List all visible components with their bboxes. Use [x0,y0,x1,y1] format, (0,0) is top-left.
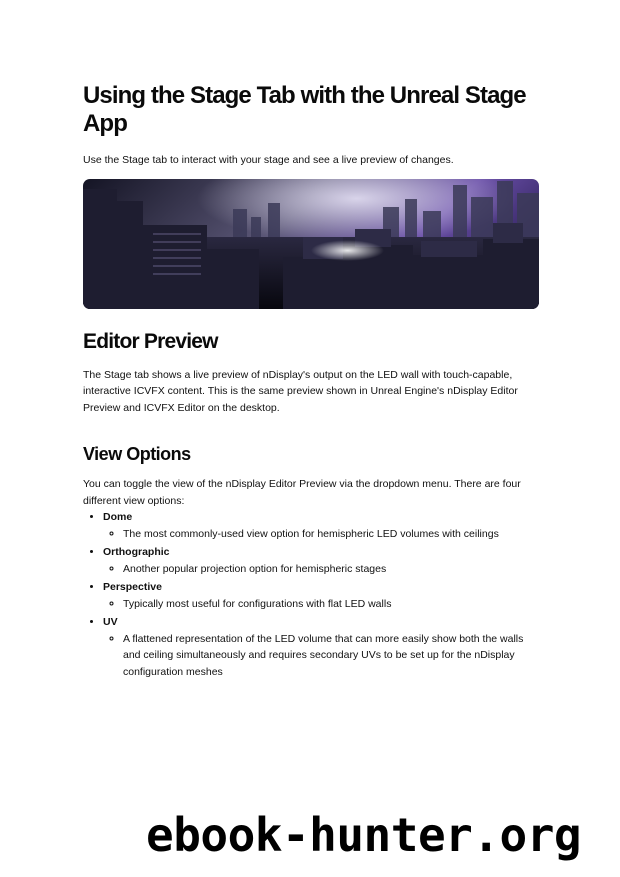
list-item-desc: ◦ The most commonly-used view option for hemispheric LED volumes with ceilings [123,526,539,543]
list-item [103,579,539,612]
list-item [103,509,539,542]
list-item-term: Orthographic [103,546,170,558]
document-page [83,82,539,682]
list-item-desc: ◦ Another popular projection option for hemispheric stages [123,561,539,578]
list-item-desc: ◦ A flattened representation of the LED volume that can more easily show both the walls and ceiling simultaneously and requires secondary UVs to be set up for the nDisplay configuration meshes [123,631,539,681]
list-item [103,544,539,577]
list-item [103,614,539,680]
list-item-desc: ◦ Typically most useful for configurations with flat LED walls [123,596,539,613]
list-item-term: UV [103,616,118,628]
list-item-term: Perspective [103,581,162,593]
editor-preview-heading: Editor Preview [83,329,218,353]
view-options-text: You can toggle the view of the nDisplay Editor Preview via the dropdown menu. There are four different view options: [83,478,521,507]
editor-preview-text: The Stage tab shows a live preview of nDisplay's output on the LED wall with touch-capable, interactive ICVFX content. This is the same preview shown in Unreal Engine's nDisplay Editor Preview and ICVFX Editor on the desktop. [83,368,518,414]
intro-text: Use the Stage tab to interact with your stage and see a live preview of changes. [83,154,454,166]
view-options-list [83,509,539,680]
city-skyline-image [83,179,539,309]
watermark-text: ebook-hunter.org [146,808,582,862]
list-item-term: Dome [103,511,133,523]
page-title: Using the Stage Tab with the Unreal Stage App [83,82,526,137]
view-options-heading: View Options [83,444,191,464]
